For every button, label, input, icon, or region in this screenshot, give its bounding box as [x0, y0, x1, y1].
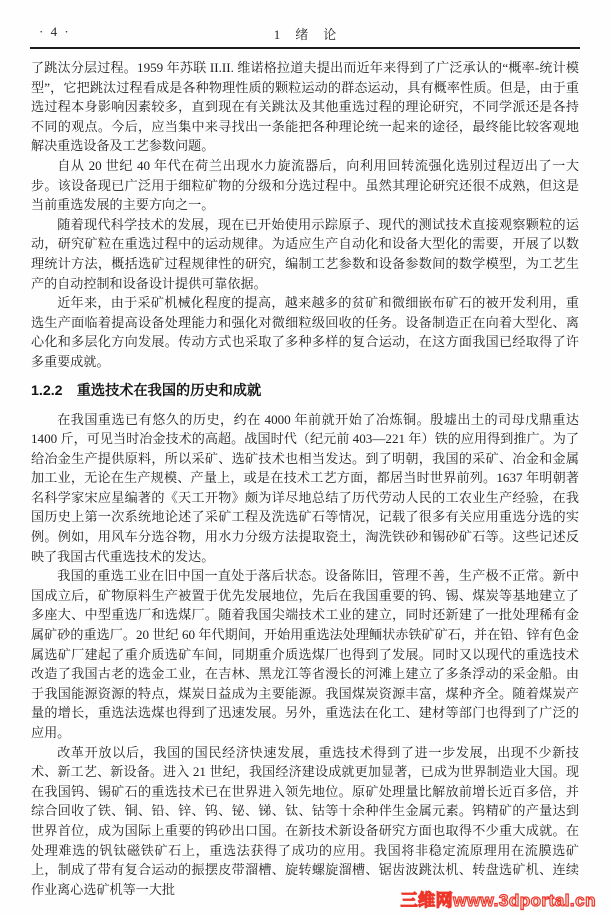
- page-body: [31, 58, 579, 899]
- body-paragraph: 近年来，由于采矿机械化程度的提高，越来越多的贫矿和微细嵌布矿石的被开发利用，重选生产面临着提高设备处理能力和强化对微细粒级回收的任务。设备制造正在向着大型化、离心化和多层化方向发展。传动方式也采取了多种多样的复合运动，在这方面我国已经取得了许多重要成就。: [31, 295, 579, 369]
- page-header: [31, 24, 579, 44]
- section-heading: 1.2.2 重选技术在我国的历史和成就: [31, 382, 262, 399]
- header-rule: [30, 47, 580, 49]
- body-paragraph: 了跳汰分层过程。1959 年苏联 II.II. 维诺格拉道夫提出而近年来得到了广泛承认的“概率-统计模型”，它把跳汰过程看成是各种物理性质的颗粒运动的群态运动，具有概率性质。但是，由于重选过程本身影响因素较多，直到现在有关跳汰及其他重选过程的理论研究，不同学派还是各持不同的观点。今后，应当集中来寻找出一条能把各种理论统一起来的途径，最终能比较客观地解决重选设备及工艺参数问题。: [31, 60, 579, 154]
- running-chapter-title: 1 绪 论: [273, 27, 337, 42]
- body-paragraph: 在我国重选已有悠久的历史，约在 4000 年前就开始了冶炼铜。殷墟出土的司母戊鼎重达 1400 斤，可见当时冶金技术的高超。战国时代（纪元前 403—221 年）铁的应用得到推广。为了给冶金生产提供原料，所以采矿、选矿技术也相当发达。到了明朝，我国的采矿、冶金和金属加工业，无论在生产规模、产量上，或是在技术工艺方面，都居当时世界前列。1637 年明朝著名科学家宋应星编著的《天工开物》颇为详尽地总结了历代劳动人民的工农业生产经验，在我国历史上第一次系统地论述了采矿工程及洗选矿石等情况，记载了很多有关应用重选分选的实例。例如，用风车分选谷物，用水力分级方法提取瓷土，淘洗铁砂和锡砂矿石等。这些记述反映了我国古代重选技术的发达。: [31, 411, 579, 564]
- body-paragraph: 随着现代科学技术的发展，现在已开始使用示踪原子、现代的测试技术直接观察颗粒的运动，研究矿粒在重选过程中的运动规律。为适应生产自动化和设备大型化的需要，开展了以数理统计方法，概括选矿过程规律性的研究，编制工艺参数和设备参数间的数学模型，为工艺生产的自动控制和设备设计提供可靠依据。: [31, 216, 579, 291]
- body-paragraph: 我国的重选工业在旧中国一直处于落后状态。设备陈旧，管理不善，生产极不正常。新中国成立后，矿物原料生产被置于优先发展地位，先后在我国重要的钨、锡、煤炭等基地建立了多座大、中型重选厂和选煤厂。随着我国尖端技术工业的建立，同时还新建了一批处理稀有金属矿砂的重选厂。20 世纪 60 年代期间，开始用重选法处理鲕状赤铁矿矿石，并在铅、锌有色金属选矿厂建起了重介质选矿车间，同期重介质选煤厂也得到了发展。同时又以现代的重选技术改造了我国古老的选金工业，在吉林、黑龙江等省漫长的河滩上建立了多条浮动的采金船。由于我国能源资源的特点，煤炭日益成为主要能源。我国煤炭资源丰富，煤种齐全。随着煤炭产量的增长，重选法选煤也得到了迅速发展。另外，重选法在化工、建材等部门也得到了广泛的应用。: [31, 568, 579, 740]
- body-paragraph: 自从 20 世纪 40 年代在荷兰出现水力旋流器后，向利用回转流强化选别过程迈出了一大步。该设备现已广泛用于细粒矿物的分级和分选过程中。虽然其理论研究还很不成熟，但这是当前重选发展的主要方向之一。: [31, 157, 579, 213]
- page-number: · 4 ·: [39, 24, 71, 39]
- body-paragraph: 改革开放以后，我国的国民经济快速发展，重选技术得到了进一步发展，出现不少新技术、新工艺、新设备。进入 21 世纪，我国经济建设成就更加显著，已成为世界制造业大国。现在我国钨、锡矿石的重选技术已在世界进入领先地位。原矿处理量比解放前增长近百多倍，并综合回收了铁、铜、铅、锌、钨、铋、锑、钛、钴等十余种伴生金属元素。钨精矿的产量达到世界首位，成为国际上重要的钨砂出口国。在新技术新设备研究方面也取得不少重大成就。在处理难选的钒钛磁铁矿石上，重选法获得了成功的应用。我国将非稳定流原理用在流膜选矿上，制成了带有复合运动的振摆皮带溜槽、旋转螺旋溜槽、锯齿波跳汰机、转盘选矿机、连续作业离心选矿机等一大批: [31, 744, 579, 897]
- site-watermark: 三维网www.3dportal.cn: [400, 891, 596, 910]
